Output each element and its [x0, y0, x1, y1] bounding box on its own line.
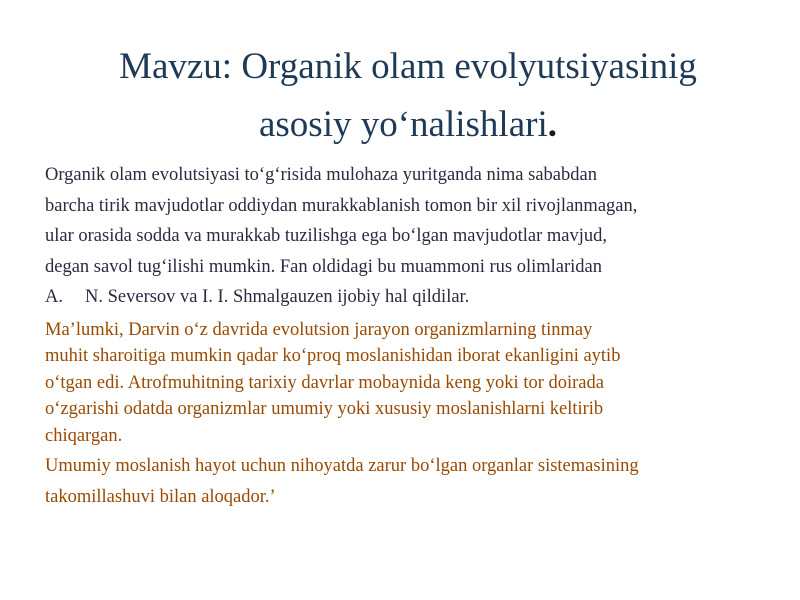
list-marker: A.: [45, 287, 63, 307]
text-line: degan savol tug‘ilishi mumkin. Fan oldidagi bu muammoni rus olimlaridan: [45, 256, 602, 277]
slide-title: [40, 38, 776, 154]
text-line: ular orasida sodda va murakkab tuzilishga ega bo‘lgan mavjudotlar mavjud,: [45, 226, 608, 246]
text-line: Ma’lumki, Darvin o‘z davrida evolutsion jarayon organizmlarning tinmay: [45, 319, 593, 340]
title-dot: .: [547, 104, 557, 145]
paragraph-darwin: [45, 317, 775, 450]
paragraph-general-adaptation: [45, 451, 775, 512]
paragraph-intro: [45, 160, 775, 313]
text-line: barcha tirik mavjudotlar oddiydan murakkablanish tomon bir xil rivojlanmagan,: [45, 195, 638, 216]
text-line: takomillashuvi bilan aloqador.’: [45, 486, 276, 507]
list-item-text: N. Seversov va I. I. Shmalgauzen ijobiy hal qildilar.: [85, 287, 470, 307]
slide-body: [45, 160, 775, 512]
list-item: [45, 282, 775, 313]
text-line: o‘zgarishi odatda organizmlar umumiy yoki xususiy moslanishlarni keltirib: [45, 399, 604, 419]
text-line: o‘tgan edi. Atrofmuhitning tarixiy davrlar mobaynida keng yoki tor doirada: [45, 372, 604, 393]
title-line-1: Mavzu: Organik olam evolyutsiyasinig: [119, 46, 697, 87]
title-line-2: asosiy yo‘nalishlari: [258, 104, 548, 145]
text-line: Organik olam evolutsiyasi to‘g‘risida mulohaza yuritganda nima sababdan: [45, 165, 597, 185]
text-line: muhit sharoitiga mumkin qadar ko‘proq moslanishidan iborat ekanligini aytib: [45, 346, 621, 366]
text-line: chiqargan.: [45, 425, 123, 446]
text-line: Umumiy moslanish hayot uchun nihoyatda zarur bo‘lgan organlar sistemasining: [45, 456, 639, 476]
